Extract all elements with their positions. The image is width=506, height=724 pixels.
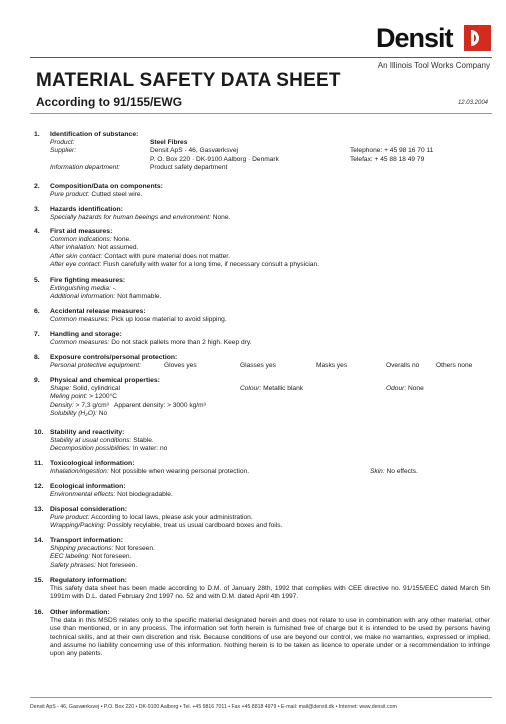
field-label: Pure product: (50, 514, 90, 522)
section-number: 15. (34, 577, 44, 584)
section-number: 2. (34, 183, 40, 190)
field-value: No effects. (384, 468, 418, 476)
product-label: Product: (50, 139, 75, 147)
field-value: Solid, cylindrical (70, 385, 121, 393)
other-info-text: The data in this MSDS relates only to the specific material designated herein and does not relate to use in combination with any other material, other use than mentioned, or in any process. The information set forth herein is furnished free of charge but it is intended to be used by persons having technical skills, and at their own discretion and risk. Because conditions of use are beyond our control, we make no warranties, expressed or implied, and assume no liability concerning use of this information. Nothing herein is to be taken as licence to operate under or a recommendation to infringe upon any patents. (50, 617, 490, 658)
section-heading: Ecological information: (50, 483, 126, 490)
regulatory-text: This safety data sheet has been made according to D.M. of January 28th, 1992 that complies with CEE directive no. 91/155/EEC dated March 5th 1991m with D.L. dated February 2nd 1997 no. 52 and with D.M. dated April 4th 1997. (50, 585, 490, 601)
field-value: Pick up loose material to avoid slipping. (109, 316, 227, 324)
page-subtitle: According to 91/155/EWG (36, 95, 183, 109)
field-value: Flush carefully with water for a long time, if necessary consult a physician. (101, 260, 319, 268)
section-number: 4. (34, 228, 40, 235)
section-number: 7. (34, 331, 40, 338)
section-number: 10. (34, 429, 44, 436)
section-number: 3. (34, 206, 40, 213)
telephone: Telephone: + 45 98 16 70 11 (350, 147, 434, 155)
field-value: Not foreseen. (95, 561, 138, 569)
section-number: 16. (34, 609, 44, 616)
field-label: Extinguishing media: (50, 285, 111, 293)
field-value: Not flammable. (115, 293, 162, 301)
logo-wordmark: Densit (376, 23, 453, 53)
field-label: Shipping precautions: (50, 545, 114, 553)
section-number: 12. (34, 483, 44, 490)
document-date: 12.03.2004 (457, 100, 488, 106)
field-value: Stable. (131, 437, 154, 445)
product-value: Steel Fibres (150, 139, 188, 147)
field-label: Common measures: (50, 339, 110, 347)
field-label: Decomposition possibilities: (50, 445, 131, 453)
field-value: Metallic blank (261, 385, 304, 393)
section-number: 13. (34, 506, 44, 513)
field-label: Additional information: (50, 293, 116, 301)
field-label: Odour: (386, 385, 407, 393)
field-label: Density: (50, 401, 74, 409)
field-label: Colour: (240, 385, 262, 393)
field-label: Safety phrases: (50, 561, 96, 569)
field-value: None. (210, 214, 231, 222)
info-label: Information department: (50, 163, 121, 171)
field-value: > 1200°C (87, 393, 117, 401)
section-heading: Other information: (50, 609, 110, 616)
section-number: 6. (34, 308, 40, 315)
field-label: Pure product: (50, 191, 90, 199)
field-value: Not possible when wearing personal protection. (108, 468, 250, 476)
section-number: 11. (34, 460, 44, 467)
company-tagline: An Illinois Tool Works Company (377, 61, 490, 70)
field-value: -. (110, 285, 117, 293)
section-number: 5. (34, 277, 40, 284)
overalls-value: Overalls no (386, 362, 420, 370)
field-value: Possibly recylable, treat us usual cardboard boxes and foils. (105, 522, 283, 530)
section-number: 14. (34, 537, 44, 544)
section-heading: First aid measures: (50, 228, 113, 235)
field-label: Environmental effects: (50, 491, 116, 499)
section-heading: Transport information: (50, 537, 123, 544)
section-number: 9. (34, 377, 40, 384)
field-value: Not foreseen. (113, 545, 155, 553)
section-heading: Regulatory information: (50, 577, 128, 584)
section-heading: Stability and reactivity: (50, 429, 125, 436)
field-label: Meling point: (50, 393, 88, 401)
field-label: Shape: (50, 385, 71, 393)
section-heading: Disposal consideration: (50, 506, 128, 513)
field-label: Personal protective equipment: (50, 362, 141, 370)
section-heading: Physical and chemical properties: (50, 377, 160, 384)
field-value: Not foreseen. (89, 553, 132, 561)
field-value: None (406, 385, 424, 393)
footer-divider (30, 697, 492, 698)
section-number: 8. (34, 354, 40, 361)
info-value: Product safety department (150, 163, 228, 171)
supplier-line2: P. O. Box 220 · DK-9100 Aalborg · Denmark (150, 155, 279, 163)
field-value: None. (111, 236, 132, 244)
gloves-value: Gloves yes (164, 362, 197, 370)
field-label: Wrapping/Packing: (50, 522, 106, 530)
masks-value: Masks yes (316, 362, 348, 370)
field-label: EEC labeling: (50, 553, 90, 561)
section-heading: Composition/Data on components: (50, 183, 163, 190)
glasses-value: Glasses yes (240, 362, 276, 370)
field-value: Contact with pure material does not matter. (102, 252, 230, 260)
field-value: Not assumed. (95, 244, 139, 252)
section-heading: Toxicological information: (50, 460, 135, 467)
field-value: Cutted steel wire. (89, 191, 143, 199)
section-heading: Fire fighting measures: (50, 277, 126, 284)
section-number: 1. (34, 131, 40, 138)
section-heading: Exposure controls/personal protection: (50, 354, 178, 361)
header-divider (30, 113, 492, 114)
footer-contact: Densit ApS - 46, Gasværksvej • P.O. Box 220 • DK-9100 Aalborg • Tel. +45 9816 7011 • Fax +45 8818 4979 • E-mail: mail@densit.dk • Internet: www.densit.com (30, 704, 397, 710)
field-label: After inhalation: (50, 244, 96, 252)
field-label: Skin: (370, 468, 385, 476)
field-label: Common indications: (50, 236, 112, 244)
header-red-rule (30, 57, 492, 58)
field-value: Not biodegradable. (115, 491, 173, 499)
field-value: According to local laws, please ask your administration. (89, 514, 253, 522)
supplier-label: Supplier: (50, 147, 77, 155)
section-heading: Handling and storage: (50, 331, 122, 338)
apparent-density: Apparent density: > 3000 kg/m³ (114, 401, 206, 409)
field-label: Stability at usual conditions: (50, 437, 132, 445)
logo-d-icon (464, 25, 491, 51)
field-value: In water: no (131, 445, 168, 453)
section-heading: Hazards identification: (50, 206, 123, 213)
field-label: After eye contact: (50, 260, 102, 268)
field-label: Solubility (H₂O): (50, 409, 97, 417)
field-value: Do not stack pallets more than 2 high. Keep dry. (109, 339, 252, 347)
field-label: Specially hazards for human beeings and environment: (50, 214, 211, 222)
field-label: After skin contact: (50, 252, 103, 260)
section-heading: Identification of substance: (50, 131, 139, 138)
section-heading: Accidental release measures: (50, 308, 146, 315)
page-title: MATERIAL SAFETY DATA SHEET (36, 70, 341, 91)
field-value: > 7,3 g/cm³ (73, 401, 109, 409)
supplier-line1: Densit ApS - 46, Gasværksvej (150, 147, 238, 155)
field-label: Common measures: (50, 316, 110, 324)
field-label: Inhalation/ingestion: (50, 468, 109, 476)
field-value: No (96, 409, 108, 417)
telefax: Telefax: + 45 88 18 49 79 (350, 155, 425, 163)
others-value: Others none (436, 362, 473, 370)
densit-logo (376, 22, 492, 54)
